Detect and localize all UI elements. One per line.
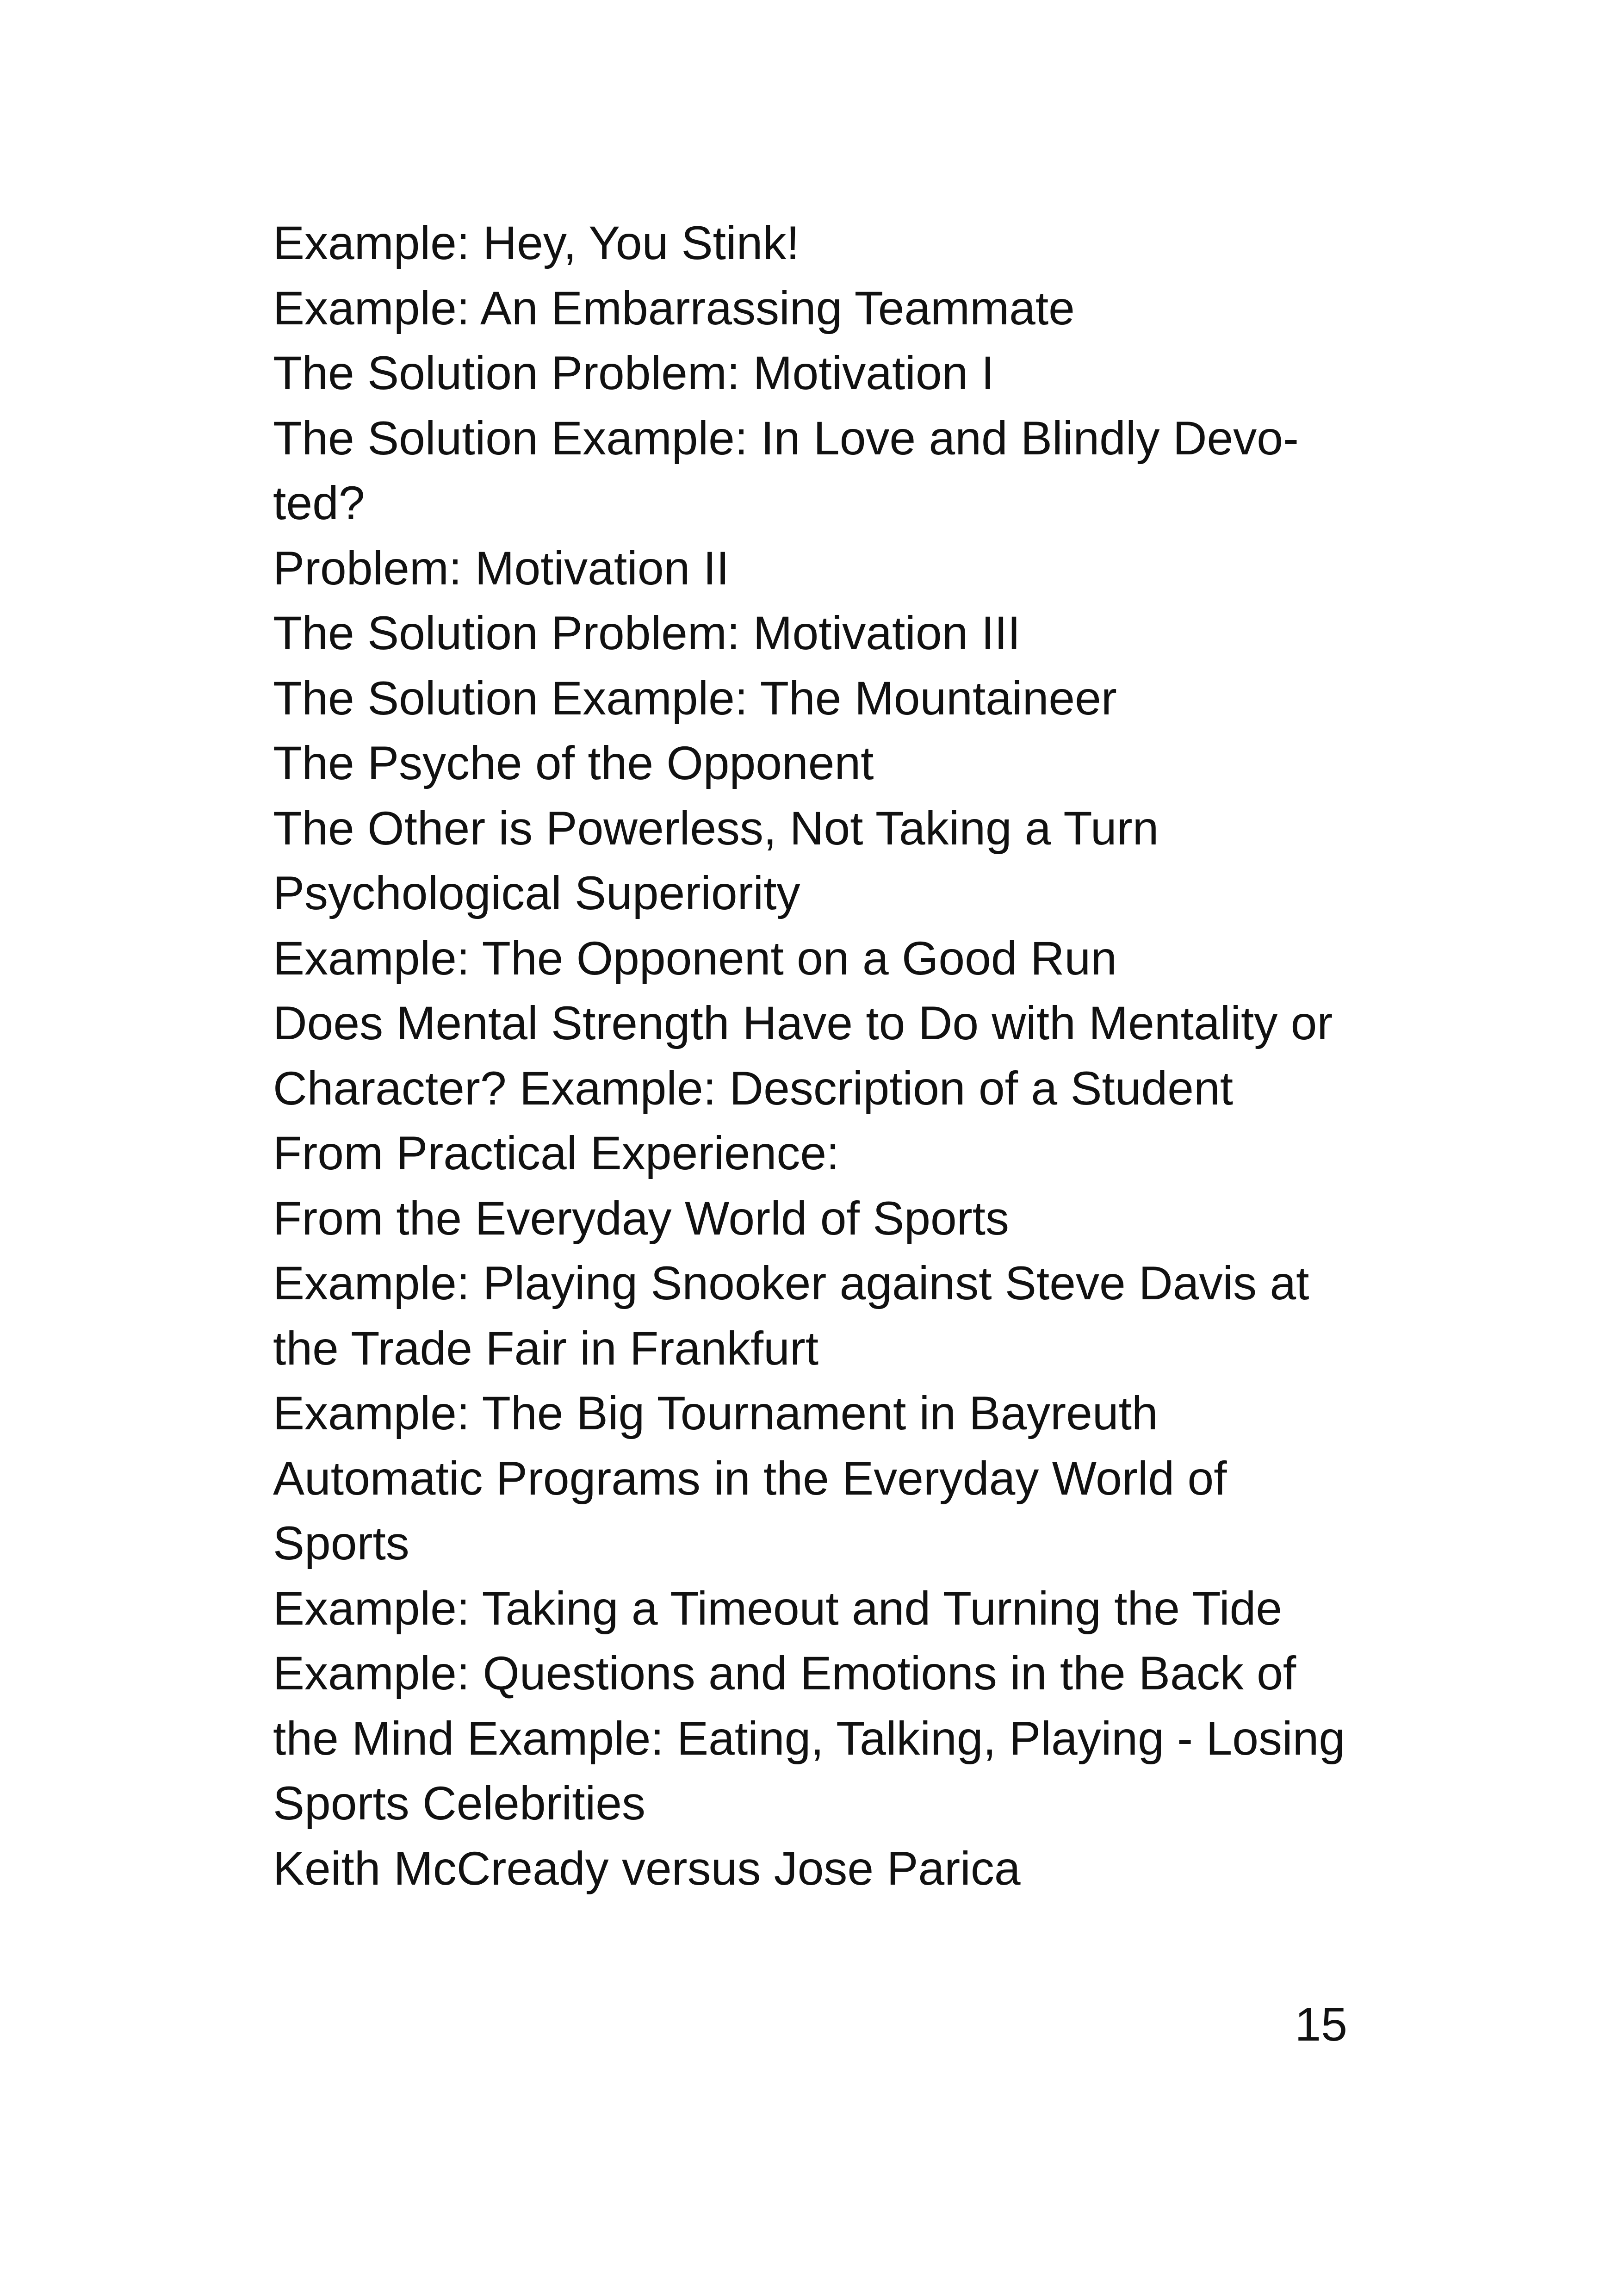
- toc-line: Automatic Programs in the Everyday World of: [273, 1452, 1227, 1505]
- toc-line: From Practical Experience:: [273, 1127, 840, 1179]
- toc-line: Psychological Superiority: [273, 867, 800, 919]
- page-number: 15: [1295, 1998, 1347, 2051]
- toc-line: Example: Playing Snooker against Steve Davis at: [273, 1257, 1309, 1309]
- toc-line: Example: The Opponent on a Good Run: [273, 931, 1117, 985]
- toc-line: Sports Celebrities: [273, 1777, 645, 1830]
- toc-line: The Solution Problem: Motivation III: [273, 607, 1021, 659]
- toc-line: The Psyche of the Opponent: [273, 737, 874, 789]
- toc-line: The Solution Problem: Motivation I: [273, 347, 995, 399]
- toc-line: Example: Hey, You Stink!: [273, 217, 800, 269]
- toc-line: the Trade Fair in Frankfurt: [273, 1322, 819, 1375]
- toc-line: From the Everyday World of Sports: [273, 1191, 1010, 1245]
- toc-line: Does Mental Strength Have to Do with Mentality or: [273, 997, 1333, 1049]
- toc-line: Example: Taking a Timeout and Turning the Tide: [273, 1582, 1283, 1635]
- toc-line: The Solution Example: The Mountaineer: [273, 671, 1117, 725]
- toc-line: Keith McCready versus Jose Parica: [273, 1842, 1021, 1895]
- toc-line: Example: An Embarrassing Teammate: [273, 281, 1075, 335]
- toc-line: the Mind Example: Eating, Talking, Playing - Losing: [273, 1712, 1345, 1765]
- table-of-contents: [273, 211, 1383, 1901]
- toc-line: Example: The Big Tournament in Bayreuth: [273, 1387, 1158, 1440]
- toc-line: The Other is Powerless, Not Taking a Turn: [273, 801, 1159, 855]
- toc-line: Character? Example: Description of a Student: [273, 1061, 1234, 1115]
- toc-line: ted?: [273, 477, 365, 529]
- toc-line: Problem: Motivation II: [273, 541, 730, 595]
- toc-line: Example: Questions and Emotions in the Back of: [273, 1647, 1296, 1700]
- toc-line: Sports: [273, 1517, 409, 1570]
- toc-line: The Solution Example: In Love and Blindly Devo-: [273, 411, 1299, 465]
